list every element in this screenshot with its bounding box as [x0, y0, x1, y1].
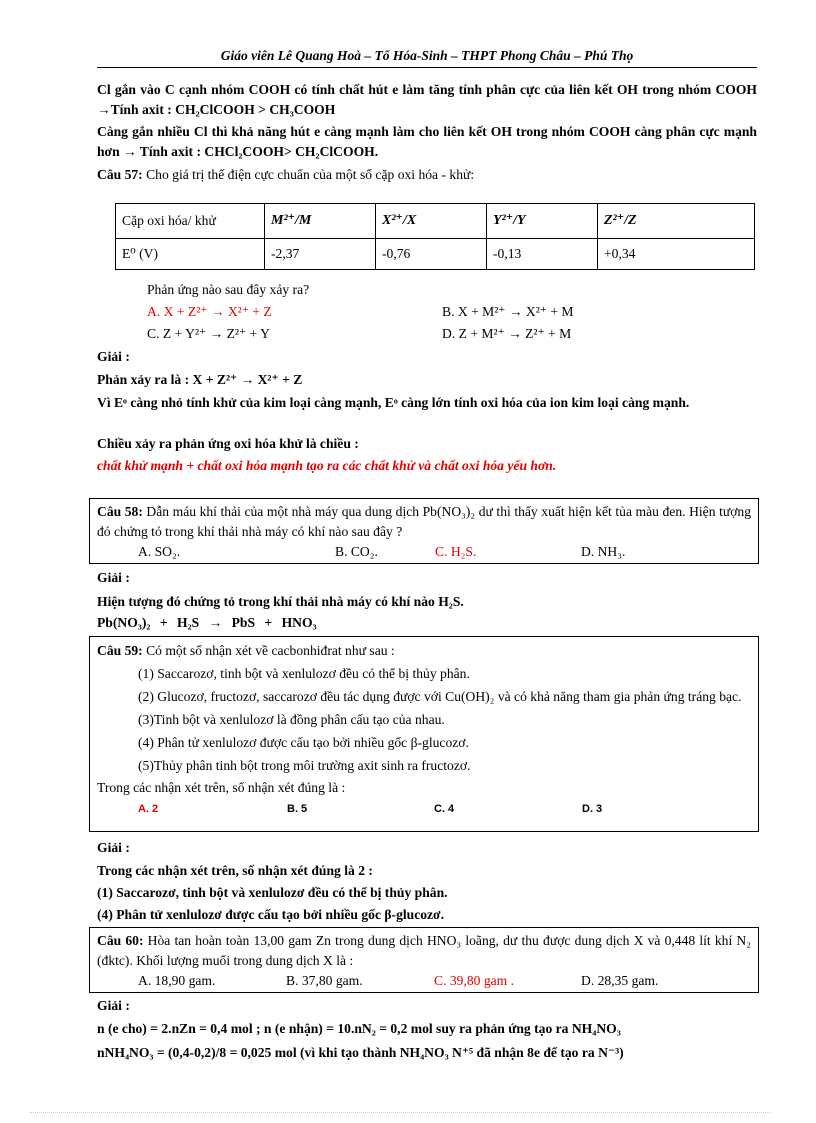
q59-option-d: D. 3 [582, 803, 603, 815]
q60-option-b: B. 37,80 gam. [286, 973, 363, 988]
q60-solution-1: n (e cho) = 2.nZn = 0,4 mol ; n (e nhận) = 10.nN₂ = 0,2 mol suy ra phản ứng tạo ra NH₄NO₃ [97, 1021, 621, 1036]
q57-stem [97, 165, 757, 185]
q59-giai: Giải : [97, 840, 130, 855]
q58-option-a: A. SO₂. [138, 544, 181, 559]
q57-solution-2: Vì Eᵒ càng nhỏ tính khử của kim loại càng mạnh, Eᵒ càng lớn tính oxi hóa của ion kim loại càng mạnh. [97, 395, 690, 410]
q58-option-c: C. H₂S. [435, 544, 477, 559]
q57-option-d: D. Z + M²⁺ → Z²⁺ + M [442, 326, 572, 341]
q59-solution-3: (4) Phân tử xenlulozơ được cấu tạo bởi nhiều gốc β-glucozơ. [97, 907, 444, 922]
q58-solution-1: Hiện tượng đó chứng tỏ trong khí thải nhà máy có khí nào H₂S. [97, 594, 464, 609]
table-e0-label: E⁰ (V) [116, 239, 265, 270]
page-header: Giáo viên Lê Quang Hoà – Tổ Hóa-Sinh – THPT Phong Châu – Phú Thọ [97, 48, 757, 68]
e0-y: -0,13 [487, 239, 598, 270]
q58-giai: Giải : [97, 570, 130, 585]
q59-item-3: (3)Tinh bột và xenlulozơ là đồng phân cấu tạo của nhau. [138, 712, 445, 727]
e0-m: -2,37 [265, 239, 376, 270]
q58-solution-2: Pb(NO₃)₂ + H₂S → PbS + HNO₃ [97, 615, 317, 630]
q57-text: Cho giá trị thế điện cực chuẩn của một số cặp oxi hóa - khử: [142, 167, 475, 182]
couple-y: Y²⁺/Y [487, 204, 598, 239]
q59-item-4: (4) Phân tử xenlulozơ được cấu tạo bởi nhiều gốc β-glucozơ. [138, 735, 469, 750]
q57-option-a: A. X + Z²⁺ → X²⁺ + Z [147, 304, 272, 319]
q57-solution-3: Chiều xảy ra phản ứng oxi hóa khử là chiều : [97, 436, 359, 451]
q59-solution-2: (1) Saccarozơ, tinh bột và xenlulozơ đều có thể bị thủy phân. [97, 885, 448, 900]
q60-option-d: D. 28,35 gam. [581, 973, 659, 988]
q59-item-2: (2) Glucozơ, fructozơ, saccarozơ đều tác dụng được với Cu(OH)₂ và có khả năng tham gia phản ứng tráng bạc. [138, 689, 742, 704]
couple-m: M²⁺/M [265, 204, 376, 239]
q59-option-c: C. 4 [434, 803, 455, 815]
paragraph-2: Càng gắn nhiều Cl thì khả năng hút e càng mạnh làm cho liên kết OH trong nhóm COOH càng phân cực mạnh hơn → Tính axit : CHCl₂COOH> CH₂ClCOOH. [97, 124, 757, 159]
q58-option-b: B. CO₂. [335, 544, 378, 559]
q59-option-a: A. 2 [138, 803, 159, 815]
electrode-potential-table [115, 203, 755, 270]
q57-option-b: B. X + M²⁺ → X²⁺ + M [442, 304, 574, 319]
q57-prompt: Phản ứng nào sau đây xảy ra? [147, 282, 310, 297]
q57-solution-1: Phản xảy ra là : X + Z²⁺ → X²⁺ + Z [97, 372, 303, 387]
q57-label: Câu 57: [97, 167, 143, 182]
q58-label: Câu 58: [97, 504, 143, 519]
q58-text: Dẫn máu khí thải của một nhà máy qua dung dịch Pb(NO₃)₂ dư thì thấy xuất hiện kết tủa màu đen. Hiện tượng đó chứng tỏ trong khí thải nhà máy có khí nào sau đây ? [97, 504, 751, 539]
couple-z: Z²⁺/Z [598, 204, 755, 239]
q57-giai: Giải : [97, 349, 130, 364]
q60-text: Hòa tan hoàn toàn 13,00 gam Zn trong dung dịch HNO₃ loãng, dư thu được dung dịch X và 0,448 lít khí N₂ (đktc). Khối lượng muối trong dung dịch X là : [97, 933, 751, 968]
table-header-couple: Cặp oxi hóa/ khử [116, 204, 265, 239]
q57-solution-4: chất khử mạnh + chất oxi hóa mạnh tạo ra các chất khử và chất oxi hóa yếu hơn. [97, 458, 557, 473]
q60-option-a: A. 18,90 gam. [138, 973, 216, 988]
q59-item-5: (5)Thủy phân tinh bột trong môi trường axit sinh ra fructozơ. [138, 758, 471, 773]
q60-giai: Giải : [97, 998, 130, 1013]
q59-box [89, 636, 759, 832]
q57-option-c: C. Z + Y²⁺ → Z²⁺ + Y [147, 326, 270, 341]
paragraph-1: Cl gắn vào C cạnh nhóm COOH có tính chất hút e làm tăng tính phân cực của liên kết OH trong nhóm COOH →Tính axit : CH₂ClCOOH > CH₃COOH [97, 82, 757, 117]
q59-text: Có một số nhận xét về cacbonhiđrat như sau : [142, 643, 395, 658]
q59-item-1: (1) Saccarozơ, tinh bột và xenlulozơ đều có thể bị thủy phân. [138, 666, 470, 681]
e0-z: +0,34 [598, 239, 755, 270]
q60-solution-2: nNH₄NO₃ = (0,4-0,2)/8 = 0,025 mol (vì khi tạo thành NH₄NO₃ N⁺⁵ đã nhận 8e để tạo ra N⁻³) [97, 1045, 624, 1060]
q59-option-b: B. 5 [287, 803, 308, 815]
q60-box [89, 927, 759, 993]
q58-option-d: D. NH₃. [581, 544, 626, 559]
q59-label: Câu 59: [97, 643, 143, 658]
q58-box [89, 498, 759, 564]
q60-label: Câu 60: [97, 933, 144, 948]
couple-x: X²⁺/X [376, 204, 487, 239]
q59-prompt: Trong các nhận xét trên, số nhận xét đúng là : [97, 780, 346, 795]
q59-solution-1: Trong các nhận xét trên, số nhận xét đúng là 2 : [97, 863, 373, 878]
page-bottom-divider [30, 1112, 770, 1113]
q60-option-c: C. 39,80 gam . [434, 973, 515, 988]
e0-x: -0,76 [376, 239, 487, 270]
